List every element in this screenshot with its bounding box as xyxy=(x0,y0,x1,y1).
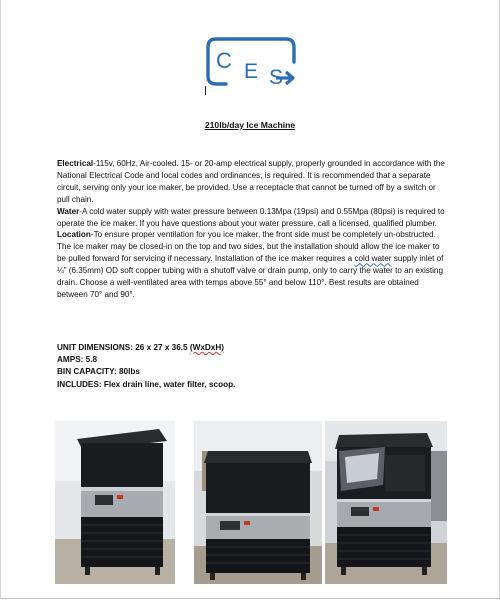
spec-dimensions-label: UNIT DIMENSIONS: 26 x 27 x 36.5 xyxy=(57,343,190,352)
water-label: Water xyxy=(57,206,80,216)
description-body xyxy=(57,158,445,301)
spec-includes: INCLUDES: Flex drain line, water filter, scoop. xyxy=(57,379,236,389)
electrical-text: -115v, 60Hz, Air-cooled. 15- or 20-amp electrical supply, properly grounded in accordance with the National Electrical Code and local codes and ordinances, is required. It is recommended that a separate circuit, serving only your ice maker, be provided. Use a receptacle that cannot be turned off by a switch or pull chain. xyxy=(57,159,445,204)
water-text: -A cold water supply with water pressure between 0.13Mpa (19psi) and 0.55Mpa (80psi) is required to operate the ice maker. If you have questions about your water pressure, call a licensed, qualified plumber. xyxy=(57,206,445,228)
specs-list xyxy=(57,342,357,391)
logo-letter-c: C xyxy=(216,48,232,73)
location-text-after: supply inlet of ¼” (6.35mm) OD soft copper tubing with a shutoff valve or drain pump, only to carry the water to an existing drain. Choose a well-ventilated area with temps above 55° and below 110°. Best results are obtained between 70° and 90°. xyxy=(57,254,444,299)
spec-dimensions xyxy=(57,342,357,354)
ice-machine-photo-door-open xyxy=(325,421,447,584)
ice-machine-photo-front-angle xyxy=(55,421,175,584)
logo-letter-e: E xyxy=(244,60,259,83)
page-title: 210lb/day Ice Machine xyxy=(204,120,296,130)
ces-logo xyxy=(204,36,300,96)
location-text-before: -To ensure proper ventilation for you ice maker, the front side must be completely un-obstructed. The ice maker may be closed-in on the top and two sides, but the installation should allow the ice maker to be pulled forward for servicing if necessary. Installation of the ice maker requires a xyxy=(57,230,440,264)
grammar-flagged-text[interactable]: cold water xyxy=(354,254,392,264)
spec-amps: AMPS: 5.8 xyxy=(57,355,98,365)
spec-bin-capacity: BIN CAPACITY: 80lbs xyxy=(57,367,140,377)
logo-letter-s: S xyxy=(269,66,284,89)
text-cursor xyxy=(205,86,206,95)
location-paragraph xyxy=(57,229,445,300)
ice-machine-photo-front xyxy=(194,421,322,584)
electrical-label: Electrical xyxy=(57,159,94,168)
location-label: Location xyxy=(57,230,91,240)
spec-dimensions-unit[interactable]: (WxDxH) xyxy=(189,343,224,352)
electrical-paragraph xyxy=(57,158,445,206)
water-paragraph xyxy=(57,206,445,230)
